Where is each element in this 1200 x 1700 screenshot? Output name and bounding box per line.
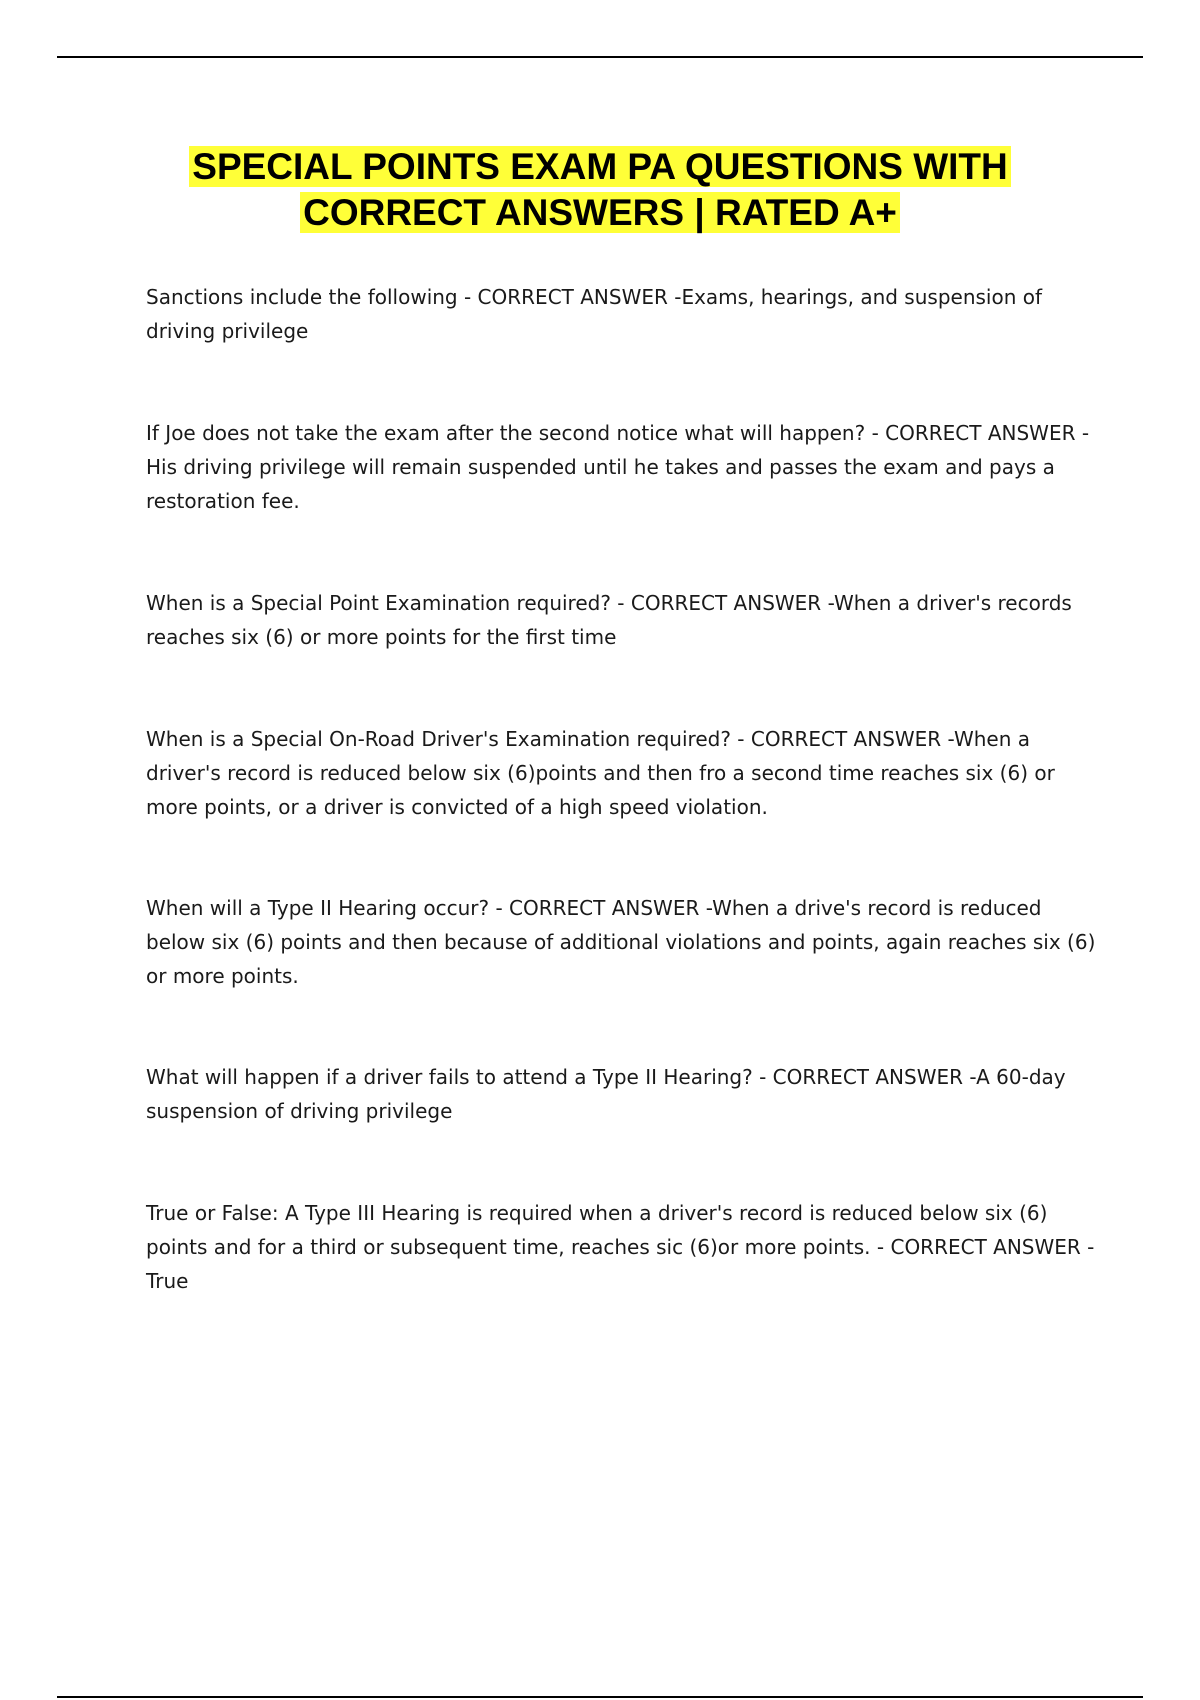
title-line-1: SPECIAL POINTS EXAM PA QUESTIONS WITH (189, 146, 1010, 187)
answer-marker: - CORRECT ANSWER - (752, 1065, 977, 1089)
question-text: When will a Type II Hearing occur? (146, 896, 490, 920)
answer-text: Exams, hearings, and suspension of driving privilege (146, 285, 1043, 343)
answer-text: His driving privilege will remain suspended until he takes and passes the exam and pays a restoration fee. (146, 455, 1055, 513)
answer-marker: - CORRECT ANSWER - (870, 1235, 1093, 1259)
title-line-2: CORRECT ANSWERS | RATED A+ (300, 192, 900, 233)
question-text: What will happen if a driver fails to attend a Type II Hearing? (146, 1065, 753, 1089)
qa-item-5 (146, 891, 1096, 993)
question-text: If Joe does not take the exam after the second notice what will happen? (146, 421, 866, 445)
qa-item-2 (146, 416, 1096, 518)
answer-text: When a drive's record is reduced below six (6) points and then because of additional violations and points, again reaches six (6) or more points. (146, 896, 1096, 988)
answer-text: When a driver's record is reduced below six (6)points and then fro a second time reaches six (6) or more points, or a driver is convicted of a high speed violation. (146, 727, 1055, 819)
answer-text: True (146, 1269, 189, 1293)
answer-text: When a driver's records reaches six (6) or more points for the first time (146, 591, 1072, 649)
bottom-rule (57, 1696, 1143, 1698)
qa-item-3 (146, 586, 1096, 654)
answer-text: A 60-day suspension of driving privilege (146, 1065, 1066, 1123)
question-text: When is a Special On-Road Driver's Examination required? (146, 727, 731, 751)
question-text: When is a Special Point Examination required? (146, 591, 611, 615)
question-text: Sanctions include the following (146, 285, 458, 309)
qa-item-4 (146, 722, 1096, 824)
answer-marker: - CORRECT ANSWER - (457, 285, 682, 309)
top-rule (57, 56, 1143, 58)
answer-marker: - CORRECT ANSWER - (865, 421, 1090, 445)
qa-item-1 (146, 280, 1096, 348)
qa-item-7 (146, 1196, 1096, 1298)
answer-marker: - CORRECT ANSWER - (610, 591, 834, 615)
answer-marker: - CORRECT ANSWER - (489, 896, 713, 920)
document-title (100, 144, 1100, 236)
question-text: True or False: A Type III Hearing is required when a driver's record is reduced below six (6) points and for a third or subsequent time, reaches sic (6)or more points. (146, 1201, 1048, 1259)
answer-marker: - CORRECT ANSWER - (730, 727, 954, 751)
qa-item-6 (146, 1060, 1096, 1128)
